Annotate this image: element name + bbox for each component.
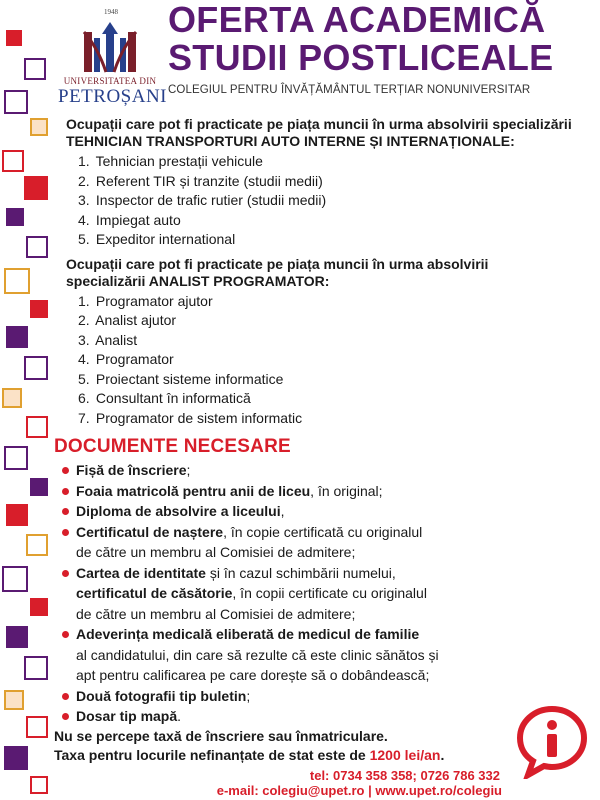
doc-detail: și în cazul schimbării numelui, xyxy=(205,564,396,581)
page-subtitle: COLEGIUL PENTRU ÎNVĂȚĂMÂNTUL TERȚIAR NONUNIVERSITAR xyxy=(168,84,531,96)
logo-year: 1948 xyxy=(104,8,118,16)
list-text: Consultant în informatică xyxy=(95,390,251,406)
list-item xyxy=(78,172,586,192)
list-text: Analist ajutor xyxy=(95,312,177,328)
list-item xyxy=(78,370,586,390)
section1-heading-line2: TEHNICIAN TRANSPORTURI AUTO INTERNE ȘI INTERNAȚIONALE: xyxy=(66,133,515,149)
list-text: Expeditor international xyxy=(95,231,236,247)
deco-square xyxy=(30,118,48,136)
documents-title: DOCUMENTE NECESARE xyxy=(54,436,291,457)
list-item xyxy=(78,389,586,409)
doc-detail: , în original; xyxy=(310,482,383,499)
list-number: 5. xyxy=(78,370,90,387)
fee-amount: 1200 lei/an xyxy=(369,746,441,763)
list-item xyxy=(62,501,586,522)
decorative-squares xyxy=(0,0,52,800)
deco-square xyxy=(24,656,48,680)
deco-square xyxy=(6,208,24,226)
deco-square xyxy=(2,566,28,592)
deco-square xyxy=(26,716,48,738)
deco-square xyxy=(6,626,28,648)
list-item xyxy=(62,706,586,727)
list-number: 3. xyxy=(78,331,90,348)
list-item xyxy=(62,522,586,563)
bullet-icon xyxy=(62,508,69,515)
list-item xyxy=(78,292,586,312)
doc-detail: , xyxy=(280,503,285,519)
list-number: 6. xyxy=(78,390,90,406)
deco-square xyxy=(24,356,48,380)
list-item xyxy=(78,350,586,370)
list-item xyxy=(78,409,586,429)
list-number: 3. xyxy=(78,192,90,208)
section2-heading-line2: specializării ANALIST PROGRAMATOR: xyxy=(66,272,330,289)
deco-square xyxy=(4,746,28,770)
section1-heading xyxy=(66,116,586,150)
no-fee-note: Nu se percepe taxă de înscriere sau înmatriculare. xyxy=(54,727,388,744)
list-text: Analist xyxy=(95,331,138,348)
deco-square xyxy=(4,90,28,114)
list-number: 1. xyxy=(78,153,90,169)
list-text: Programator de sistem informatic xyxy=(95,409,303,426)
info-icon xyxy=(514,703,590,779)
list-item xyxy=(62,686,586,707)
list-number: 1. xyxy=(78,292,90,309)
deco-square xyxy=(26,534,48,556)
doc-detail: , în copie certificată cu originalul xyxy=(223,523,423,540)
bullet-icon xyxy=(62,467,69,474)
bullet-icon xyxy=(62,488,69,495)
deco-square xyxy=(6,30,22,46)
deco-square xyxy=(6,504,28,526)
doc-detail: ; xyxy=(186,462,191,478)
list-number: 2. xyxy=(78,172,90,189)
list-text: Proiectant sisteme informatice xyxy=(95,370,284,387)
main-content xyxy=(54,116,586,765)
list-item xyxy=(62,563,586,625)
doc-detail: apt pentru calificarea pe care dorește să o dobândească; xyxy=(76,667,430,683)
deco-square xyxy=(4,690,24,710)
doc-name: Adeverința medicală eliberată de medicul de familie xyxy=(76,626,420,642)
list-item xyxy=(62,460,586,481)
deco-square xyxy=(30,598,48,616)
list-text: Programator xyxy=(95,351,174,367)
doc-name: Cartea de identitate xyxy=(76,564,206,581)
deco-square xyxy=(30,776,48,794)
list-item xyxy=(78,152,586,172)
fee-suffix: . xyxy=(440,746,445,763)
list-number: 5. xyxy=(78,231,90,247)
doc-name: certificatul de căsătorie xyxy=(76,585,233,601)
page-title-line2: STUDII POSTLICEALE xyxy=(168,37,554,78)
deco-square xyxy=(4,446,28,470)
bullet-icon xyxy=(62,529,69,536)
list-number: 7. xyxy=(78,409,90,426)
list-item xyxy=(78,211,586,231)
section1-occupation-list xyxy=(78,152,586,250)
fee-prefix: Taxa pentru locurile nefinanțate de stat este de xyxy=(54,746,370,763)
doc-detail: , în copii certificate cu originalul xyxy=(232,585,427,601)
list-item xyxy=(62,624,586,686)
logo-university-text: UNIVERSITATEA DIN xyxy=(63,76,157,86)
list-number: 4. xyxy=(78,351,90,367)
list-text: Referent TIR și tranzite (studii medii) xyxy=(95,172,323,189)
section2-heading-line1: Ocupații care pot fi practicate pe piața muncii în urma absolvirii xyxy=(66,255,489,272)
doc-name: Certificatul de naștere xyxy=(76,523,224,540)
university-emblem-icon xyxy=(78,18,142,76)
contact-phone: tel: 0734 358 358; 0726 786 332 xyxy=(309,768,500,783)
deco-square xyxy=(26,236,48,258)
documents-list xyxy=(62,460,586,727)
section2-heading xyxy=(66,256,586,290)
doc-name: Două fotografii tip buletin xyxy=(76,687,247,704)
deco-square xyxy=(30,478,48,496)
deco-square xyxy=(30,300,48,318)
university-logo xyxy=(58,8,168,108)
section1-heading-line1: Ocupații care pot fi practicate pe piața muncii în urma absolvirii specializării xyxy=(66,116,572,132)
doc-detail: de către un membru al Comisiei de admitere; xyxy=(76,544,356,560)
doc-name: Diploma de absolvire a liceului xyxy=(76,503,281,519)
deco-square xyxy=(4,268,30,294)
section2-occupation-list xyxy=(78,292,586,429)
doc-name: Fișă de înscriere xyxy=(76,462,187,478)
list-item xyxy=(78,331,586,351)
doc-name: Dosar tip mapă xyxy=(76,708,178,724)
bullet-icon xyxy=(62,713,69,720)
list-text: Programator ajutor xyxy=(95,292,213,309)
bullet-icon xyxy=(62,570,69,577)
doc-name: Foaia matricolă pentru anii de liceu xyxy=(76,482,311,499)
doc-detail: al candidatului, din care să rezulte că este clinic sănătos și xyxy=(76,646,439,663)
doc-detail: ; xyxy=(246,687,251,704)
list-number: 4. xyxy=(78,211,90,228)
list-item xyxy=(62,481,586,502)
list-text: Inspector de trafic rutier (studii medii) xyxy=(95,192,327,208)
list-text: Impiegat auto xyxy=(95,211,181,228)
list-item xyxy=(78,230,586,250)
doc-detail: . xyxy=(177,708,182,724)
deco-square xyxy=(24,176,48,200)
fee-note xyxy=(54,746,586,765)
deco-square xyxy=(2,150,24,172)
deco-square xyxy=(2,388,22,408)
deco-square xyxy=(6,326,28,348)
list-number: 2. xyxy=(78,312,90,328)
list-text: Tehnician prestații vehicule xyxy=(95,153,263,169)
deco-square xyxy=(26,416,48,438)
doc-detail: de către un membru al Comisiei de admitere; xyxy=(76,605,356,622)
page-title-line1: OFERTA ACADEMICĂ xyxy=(168,0,546,40)
logo-city-text: PETROȘANI xyxy=(58,86,168,107)
bullet-icon xyxy=(62,631,69,638)
contact-email-web: e-mail: colegiu@upet.ro | www.upet.ro/colegiu xyxy=(216,783,502,798)
list-item xyxy=(78,311,586,331)
deco-square xyxy=(24,58,46,80)
list-item xyxy=(78,191,586,211)
bullet-icon xyxy=(62,693,69,700)
